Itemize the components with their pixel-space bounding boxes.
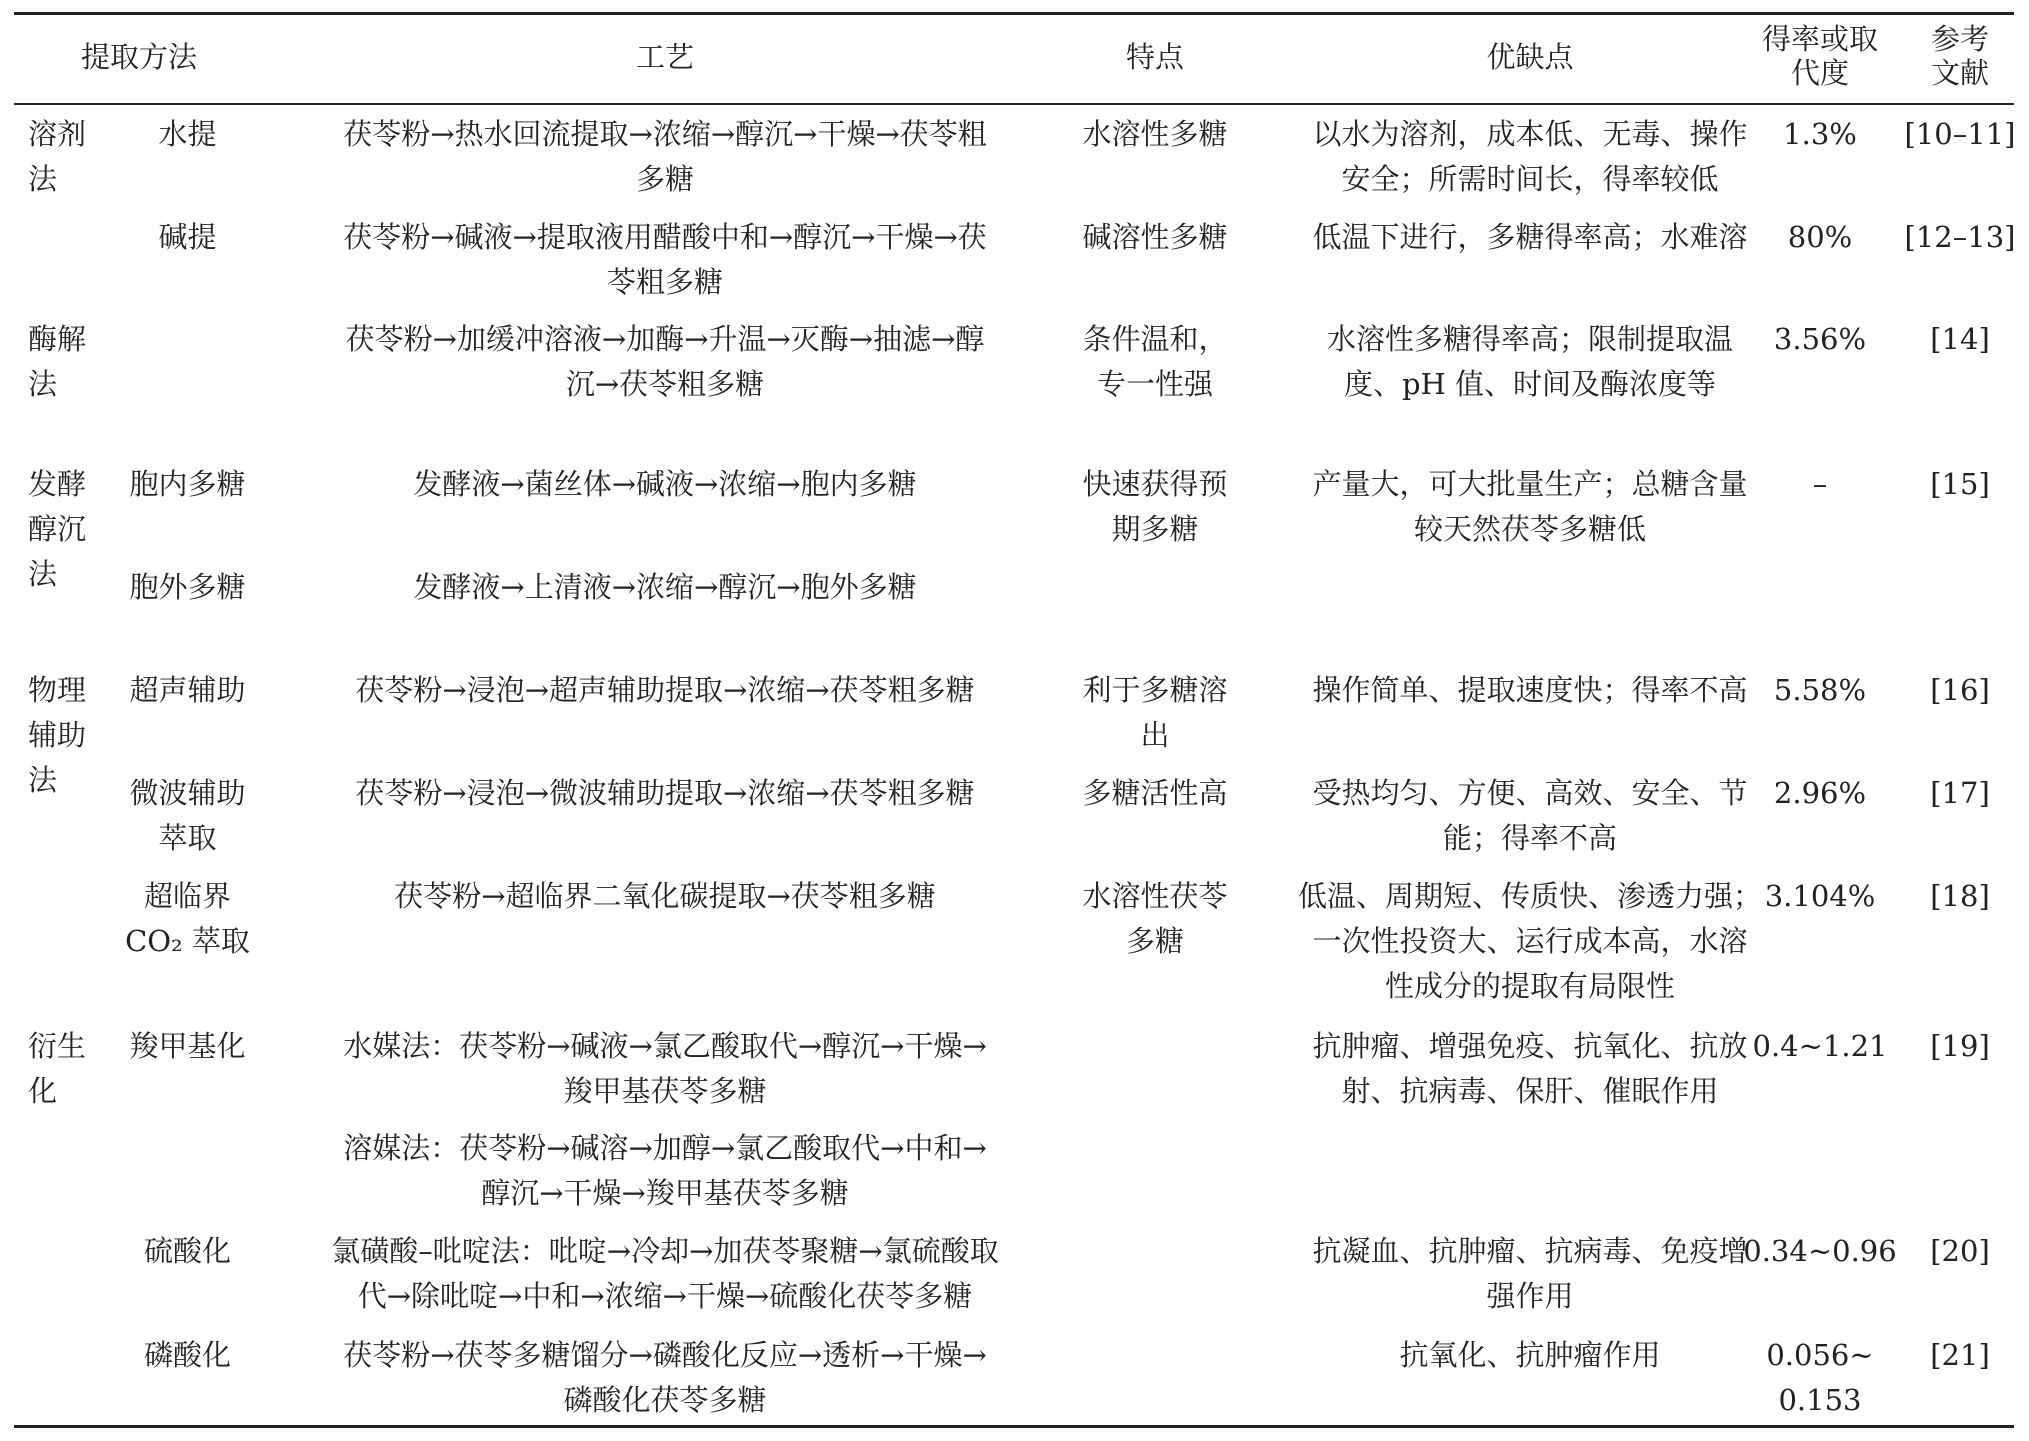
reference-cell: [20]	[1930, 1234, 1990, 1268]
process-cell: 发酵液→菌丝体→碱液→浓缩→胞内多糖	[413, 467, 917, 501]
reference-cell: [12–13]	[1904, 220, 2016, 254]
reference-cell: [10–11]	[1904, 117, 2016, 151]
pros-cons-cell: 抗氧化、抗肿瘤作用	[1399, 1338, 1661, 1372]
process-cell: 水媒法：茯苓粉→碱液→氯乙酸取代→醇沉→干燥→ 羧甲基茯苓多糖	[343, 1029, 987, 1108]
method-cell: 硫酸化	[143, 1234, 231, 1268]
category-enzyme: 酶解 法	[28, 322, 87, 401]
pros-cons-cell: 水溶性多糖得率高；限制提取温 度、pH 值、时间及酶浓度等	[1326, 322, 1733, 401]
process-cell: 茯苓粉→热水回流提取→浓缩→醇沉→干燥→茯苓粗 多糖	[343, 117, 987, 196]
yield-cell: 3.104%	[1764, 879, 1876, 913]
yield-cell: 0.34~0.96	[1743, 1234, 1897, 1268]
table-top-rule	[14, 12, 2014, 15]
reference-cell: [16]	[1930, 673, 1990, 707]
method-cell: 超声辅助	[129, 673, 246, 707]
reference-cell: [18]	[1930, 879, 1990, 913]
method-cell: 微波辅助 萃取	[129, 776, 246, 855]
yield-cell: 5.58%	[1773, 673, 1867, 707]
pros-cons-cell: 操作简单、提取速度快；得率不高	[1312, 673, 1748, 707]
feature-cell: 水溶性多糖	[1082, 117, 1228, 151]
process-cell: 茯苓粉→超临界二氧化碳提取→茯苓粗多糖	[394, 879, 936, 913]
method-cell: 磷酸化	[143, 1338, 231, 1372]
header-pros-cons: 优缺点	[1486, 40, 1574, 74]
reference-cell: [19]	[1930, 1029, 1990, 1063]
yield-cell: 2.96%	[1773, 776, 1867, 810]
pros-cons-cell: 抗肿瘤、增强免疫、抗氧化、抗放 射、抗病毒、保肝、催眠作用	[1312, 1029, 1748, 1108]
pros-cons-cell: 受热均匀、方便、高效、安全、节 能；得率不高	[1312, 776, 1748, 855]
reference-cell: [21]	[1930, 1338, 1990, 1372]
reference-cell: [15]	[1930, 467, 1990, 501]
feature-cell: 利于多糖溶 出	[1082, 673, 1228, 752]
method-cell: 胞内多糖	[129, 467, 246, 501]
category-ferment: 发酵 醇沉 法	[28, 467, 87, 591]
yield-cell: 1.3%	[1783, 117, 1857, 151]
yield-cell: 3.56%	[1773, 322, 1867, 356]
process-cell: 茯苓粉→浸泡→微波辅助提取→浓缩→茯苓粗多糖	[355, 776, 975, 810]
table-bottom-rule	[14, 1425, 2014, 1428]
process-cell: 溶媒法：茯苓粉→碱溶→加醇→氯乙酸取代→中和→ 醇沉→干燥→羧甲基茯苓多糖	[343, 1131, 987, 1210]
feature-cell: 碱溶性多糖	[1082, 220, 1228, 254]
reference-cell: [17]	[1930, 776, 1990, 810]
reference-cell: [14]	[1930, 322, 1990, 356]
process-cell: 茯苓粉→加缓冲溶液→加酶→升温→灭酶→抽滤→醇 沉→茯苓粗多糖	[345, 322, 985, 401]
feature-cell: 水溶性茯苓 多糖	[1082, 879, 1228, 958]
header-method: 提取方法	[80, 40, 197, 74]
method-cell: 超临界 CO₂ 萃取	[125, 879, 250, 958]
yield-cell: 80%	[1787, 220, 1853, 254]
method-cell: 羧甲基化	[129, 1029, 246, 1063]
pros-cons-cell: 以水为溶剂，成本低、无毒、操作 安全；所需时间长，得率较低	[1312, 117, 1748, 196]
feature-cell: 条件温和， 专一性强	[1082, 322, 1228, 401]
pros-cons-cell: 低温下进行，多糖得率高；水难溶	[1312, 220, 1748, 254]
category-solvent: 溶剂 法	[28, 117, 87, 196]
category-deriv: 衍生 化	[28, 1029, 87, 1108]
method-cell: 胞外多糖	[129, 570, 246, 604]
table-header-rule	[14, 103, 2014, 105]
process-cell: 氯磺酸–吡啶法：吡啶→冷却→加茯苓聚糖→氯硫酸取 代→除吡啶→中和→浓缩→干燥→硫酸化茯苓多糖	[331, 1234, 999, 1313]
category-physical: 物理 辅助 法	[28, 673, 87, 797]
yield-cell: –	[1812, 467, 1828, 501]
header-yield: 得率或取 代度	[1761, 22, 1878, 90]
header-reference: 参考 文献	[1930, 22, 1989, 90]
process-cell: 茯苓粉→浸泡→超声辅助提取→浓缩→茯苓粗多糖	[355, 673, 975, 707]
yield-cell: 0.4~1.21	[1752, 1029, 1888, 1063]
feature-cell: 快速获得预 期多糖	[1082, 467, 1228, 546]
method-cell: 碱提	[158, 220, 217, 254]
header-process: 工艺	[635, 40, 694, 74]
header-feature: 特点	[1125, 40, 1184, 74]
process-cell: 茯苓粉→茯苓多糖馏分→磷酸化反应→透析→干燥→ 磷酸化茯苓多糖	[343, 1338, 987, 1417]
feature-cell: 多糖活性高	[1082, 776, 1228, 810]
yield-cell: 0.056~ 0.153	[1766, 1338, 1874, 1417]
pros-cons-cell: 低温、周期短、传质快、渗透力强； 一次性投资大、运行成本高，水溶 性成分的提取有局限性	[1297, 879, 1762, 1003]
process-cell: 茯苓粉→碱液→提取液用醋酸中和→醇沉→干燥→茯 苓粗多糖	[343, 220, 987, 299]
pros-cons-cell: 抗凝血、抗肿瘤、抗病毒、免疫增 强作用	[1312, 1234, 1748, 1313]
method-cell: 水提	[158, 117, 217, 151]
pros-cons-cell: 产量大，可大批量生产；总糖含量 较天然茯苓多糖低	[1312, 467, 1748, 546]
process-cell: 发酵液→上清液→浓缩→醇沉→胞外多糖	[413, 570, 917, 604]
